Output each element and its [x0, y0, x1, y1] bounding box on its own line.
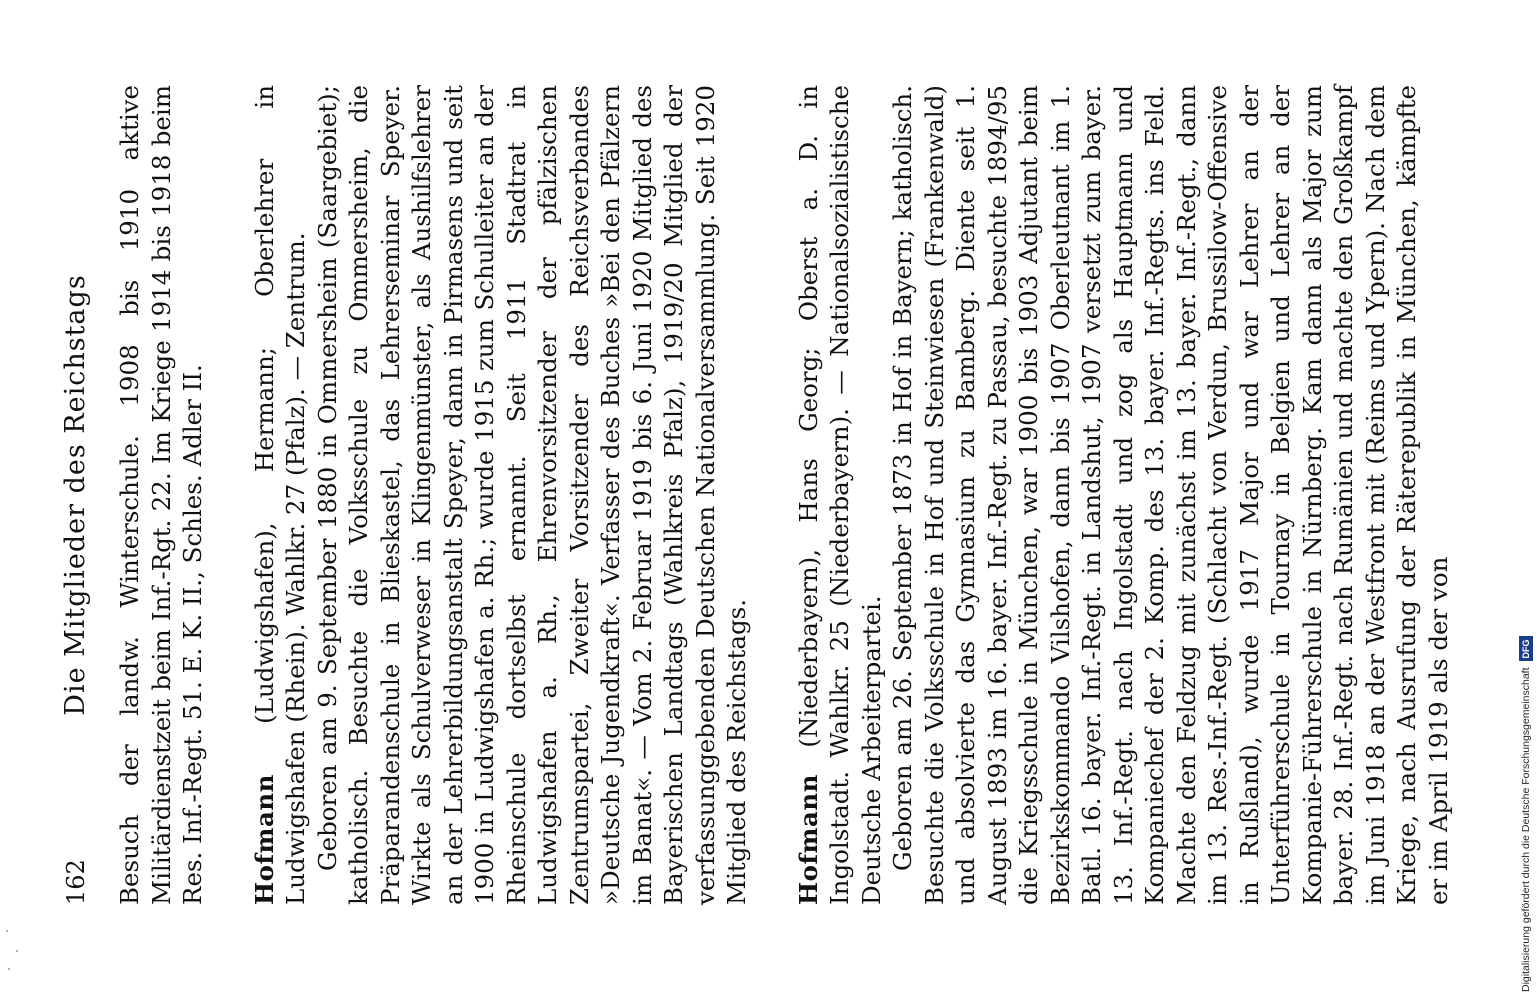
- running-head-title: Die Mitglieder des Reichstags: [60, 274, 91, 716]
- credit-text: Digitalisierung gefördert durch die Deutsche Forschungsgemeinschaft: [1520, 667, 1532, 992]
- continuation-text: Besuch der landw. Winterschule. 1908 bis 1910 aktive Militärdienstzeit beim Inf.-Rgt. 22. Im Kriege 1914 bis 1918 beim Res. Inf.-Regt. 51. E. K. II., Schles. Adler II.: [115, 85, 207, 905]
- entry-name: Hofmann: [249, 774, 279, 905]
- page-content: [60, 85, 1454, 905]
- entry-name: Hofmann: [793, 774, 823, 905]
- entry-header-text: (Ludwigshafen), Hermann; Oberlehrer in Ludwigshafen (Rhein). Wahlkr. 27 (Pfalz). — Zentrum.: [249, 85, 310, 905]
- biography-entry-hermann-hofmann: [249, 85, 753, 905]
- scan-speck: [8, 968, 10, 970]
- continuation-paragraph: [114, 85, 209, 905]
- entry-header: [249, 85, 312, 905]
- scan-speck: [16, 950, 18, 952]
- page-number: 162: [62, 859, 90, 905]
- running-head: [60, 85, 100, 905]
- scan-specks: [0, 0, 40, 1000]
- biography-entry-hans-georg-hofmann: [793, 85, 1455, 905]
- entry-header: [793, 85, 888, 905]
- digitization-credit-line: [1516, 2, 1536, 992]
- scan-speck: [6, 930, 8, 932]
- entry-body: Geboren am 9. September 1880 in Ommersheim (Saargebiet); katholisch. Besuchte die Volksschule zu Ommersheim, die Präparandenschule in Blieskastel, das Lehrerseminar Speyer. Wirkte als Schulverweser in Klingenmünster, als Aushilfslehrer an der Lehrerbildungsanstalt Speyer, dann in Pirmasens und seit 1900 in Ludwigshafen a. Rh.; wurde 1915 zum Schulleiter an der Rheinschule dortselbst ernannt. Seit 1911 Stadtrat in Ludwigshafen a. Rh., Ehrenvorsitzender der pfälzischen Zentrumspartei, Zweiter Vorsitzender des Reichsverbandes »Deutsche Jugendkraft«. Verfasser des Buches »Bei den Pfälzern im Banat«. — Vom 2. Februar 1919 bis 6. Juni 1920 Mitglied des Bayerischen Landtags (Wahlkreis Pfalz), 1919/20 Mitglied der verfassunggebenden Deutschen Nationalversammlung. Seit 1920 Mitglied des Reichstags.: [312, 85, 751, 905]
- entry-body: Geboren am 26. September 1873 in Hof in Bayern; katholisch. Besuchte die Volksschule in Hof und Steinwiesen (Frankenwald) und absolvierte das Gymnasium zu Bamberg. Diente seit 1. August 1893 im 16. bayer. Inf.-Regt. zu Passau, besuchte 1894/95 die Kriegsschule in München, war 1900 bis 1903 Adjutant beim Bezirkskommando Vilshofen, dann bis 1907 Oberleutnant im 1. Batl. 16. bayer. Inf.-Regt. in Landshut, 1907 versetzt zum bayer. 13. Inf.-Regt. nach Ingolstadt und zog als Hauptmann und Kompaniechef der 2. Komp. des 13. bayer. Inf.-Regts. ins Feld. Machte den Feldzug mit zunächst im 13. bayer. Inf.-Regt., dann im 13. Res.-Inf.-Regt. (Schlacht von Verdun, Brussilow-Offensive in Rußland), wurde 1917 Major und war Lehrer an der Unterführerschule in Tournay in Belgien und Lehrer an der Kompanie-Führerschule in Nürnberg. Kam dann als Major zum bayer. 28. Inf.-Regt. nach Rumänien und machte den Großkampf im Juni 1918 an der Westfront mit (Reims und Ypern). Nach dem Kriege, nach Ausrufung der Räterepublik in München, kämpfte er im April 1919 als der von: [888, 85, 1453, 905]
- entry-header-text: (Niederbayern), Hans Georg; Oberst a. D. in Ingolstadt. Wahlkr. 25 (Niederbayern). — Nationalsozialistische Deutsche Arbeiterpartei.: [793, 85, 886, 905]
- dfg-logo: DFG: [1519, 636, 1533, 661]
- digitization-credit: [1514, 0, 1538, 1000]
